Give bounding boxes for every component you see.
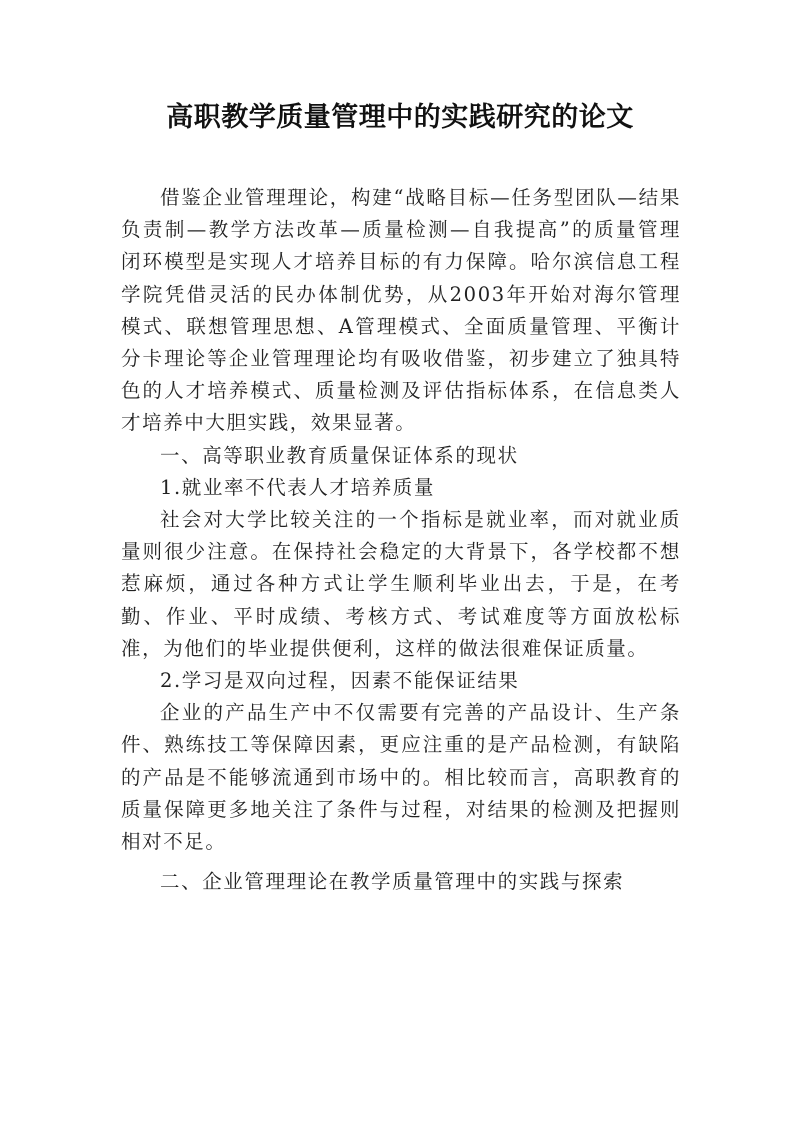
paragraph-intro: 借鉴企业管理理论，构建“战略目标—任务型团队—结果负责制—教学方法改革—质量检测—自我提高”的质量管理闭环模型是实现人才培养目标的有力保障。哈尔滨信息工程学院凭借灵活的民办体制优势，从2003年开始对海尔管理模式、联想管理思想、A管理模式、全面质量管理、平衡计分卡理论等企业管理理论均有吸收借鉴，初步建立了独具特色的人才培养模式、质量检测及评估指标体系，在信息类人才培养中大胆实践，效果显著。 — [121, 186, 681, 435]
subsection-heading-1-2: 2.学习是双向过程，因素不能保证结果 — [160, 669, 520, 693]
section-heading-1: 一、高等职业教育质量保证体系的现状 — [160, 443, 519, 467]
document-title: 高职教学质量管理中的实践研究的论文 — [166, 102, 634, 133]
paragraph-employment: 社会对大学比较关注的一个指标是就业率，而对就业质量则很少注意。在保持社会稳定的大背景下，各学校都不想惹麻烦，通过各种方式让学生顺利毕业出去，于是，在考勤、作业、平时成绩、考核方式、考试难度等方面放松标准，为他们的毕业提供便利，这样的做法很难保证质量。 — [121, 508, 681, 660]
document-body — [121, 182, 681, 898]
paragraph-learning: 企业的产品生产中不仅需要有完善的产品设计、生产条件、熟练技工等保障因素，更应注重的是产品检测，有缺陷的产品是不能够流通到市场中的。相比较而言，高职教育的质量保障更多地关注了条件与过程，对结果的检测及把握则相对不足。 — [121, 701, 681, 854]
section-heading-2: 二、企业管理理论在教学质量管理中的实践与探索 — [160, 870, 625, 894]
subsection-heading-1-1: 1.就业率不代表人才培养质量 — [160, 475, 436, 499]
